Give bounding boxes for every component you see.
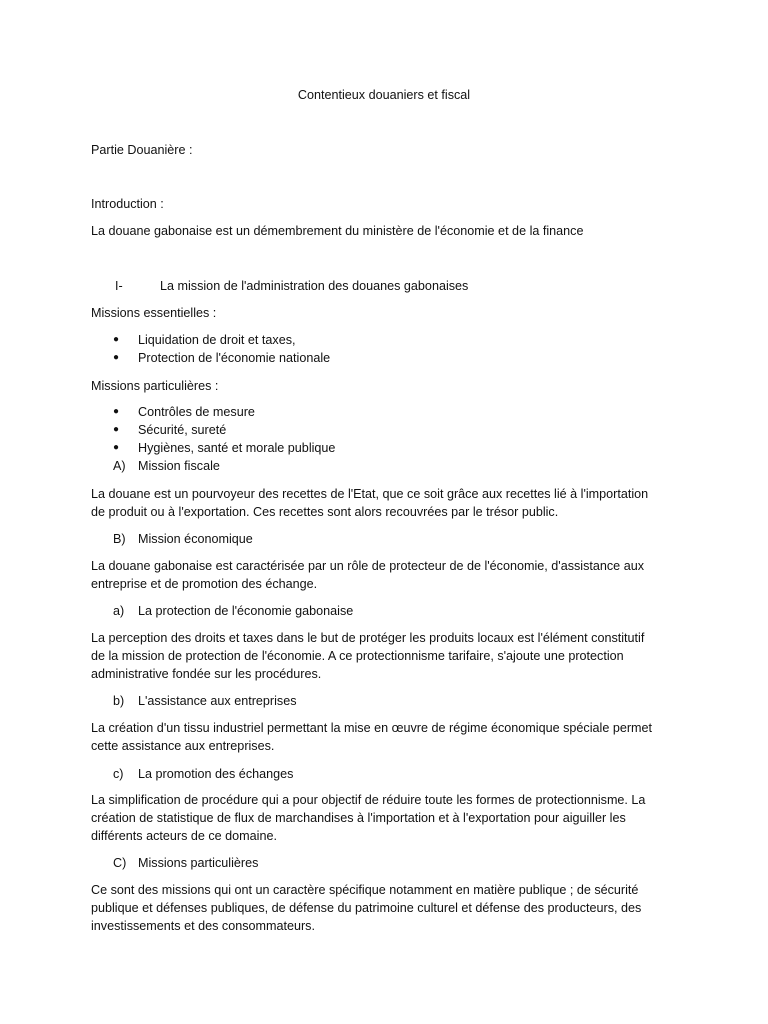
paragraph-line: de produit ou à l'exportation. Ces recettes sont alors recouvrées par le trésor public. xyxy=(91,505,559,519)
subsection-label: a) xyxy=(113,604,125,618)
bullet-icon: ● xyxy=(113,352,120,363)
paragraph-line: cette assistance aux entreprises. xyxy=(91,739,275,753)
bullet-icon: ● xyxy=(113,406,120,417)
list-item-text: Contrôles de mesure xyxy=(138,405,255,419)
subsection-label: B) xyxy=(113,532,126,546)
subsection-label: b) xyxy=(113,694,125,708)
list-item-text: Liquidation de droit et taxes, xyxy=(138,333,296,347)
paragraph-line: La douane gabonaise est caractérisée par un rôle de protecteur de de l'économie, d'assistance aux xyxy=(91,559,644,573)
paragraph-line: investissements et des consommateurs. xyxy=(91,919,315,933)
part-heading: Partie Douanière : xyxy=(91,143,193,157)
list-item-text: Sécurité, sureté xyxy=(138,423,227,437)
paragraph-line: entreprise et de promotion des échange. xyxy=(91,577,318,591)
paragraph-line: différents acteurs de ce domaine. xyxy=(91,829,277,843)
intro-paragraph: La douane gabonaise est un démembrement du ministère de l'économie et de la finance xyxy=(91,224,584,238)
missions-essentielles-heading: Missions essentielles : xyxy=(91,306,217,320)
paragraph-line: création de statistique de flux de marchandises à l'importation et à l'exportation pour aiguiller les xyxy=(91,811,626,825)
section-number: I- xyxy=(115,279,123,293)
intro-heading: Introduction : xyxy=(91,197,164,211)
paragraph-line: administrative fondée sur les procédures. xyxy=(91,667,322,681)
subsection-label: A) xyxy=(113,459,126,473)
paragraph-line: de la mission de protection de l'économie. A ce protectionnisme tarifaire, s'ajoute une protection xyxy=(91,649,624,663)
document-title: Contentieux douaniers et fiscal xyxy=(297,88,471,102)
section-title: La mission de l'administration des douanes gabonaises xyxy=(160,279,469,293)
subsection-label: c) xyxy=(113,767,124,781)
list-item-text: Protection de l'économie nationale xyxy=(138,351,331,365)
subsection-title: L'assistance aux entreprises xyxy=(138,694,297,708)
subsection-label: C) xyxy=(113,856,127,870)
bullet-icon: ● xyxy=(113,334,120,345)
paragraph-line: Ce sont des missions qui ont un caractère spécifique notamment en matière publique ; de sécurité xyxy=(91,883,639,897)
subsection-title: La promotion des échanges xyxy=(138,767,294,781)
bullet-icon: ● xyxy=(113,442,120,453)
paragraph-line: publique et défenses publiques, de défense du patrimoine culturel et défense des producteurs, des xyxy=(91,901,642,915)
subsection-title: Missions particulières xyxy=(138,856,259,870)
missions-particulieres-heading: Missions particulières : xyxy=(91,379,219,393)
paragraph-line: La perception des droits et taxes dans le but de protéger les produits locaux est l'élément constitutif xyxy=(91,631,645,645)
paragraph-line: La création d'un tissu industriel permettant la mise en œuvre de régime économique spéciale permet xyxy=(91,721,653,735)
paragraph-line: La simplification de procédure qui a pour objectif de réduire toute les formes de protectionnisme. La xyxy=(91,793,646,807)
paragraph-line: La douane est un pourvoyeur des recettes de l'Etat, que ce soit grâce aux recettes lié à l'importation xyxy=(91,487,649,501)
subsection-title: La protection de l'économie gabonaise xyxy=(138,604,354,618)
subsection-title: Mission économique xyxy=(138,532,253,546)
bullet-icon: ● xyxy=(113,424,120,435)
subsection-title: Mission fiscale xyxy=(138,459,220,473)
list-item-text: Hygiènes, santé et morale publique xyxy=(138,441,336,455)
